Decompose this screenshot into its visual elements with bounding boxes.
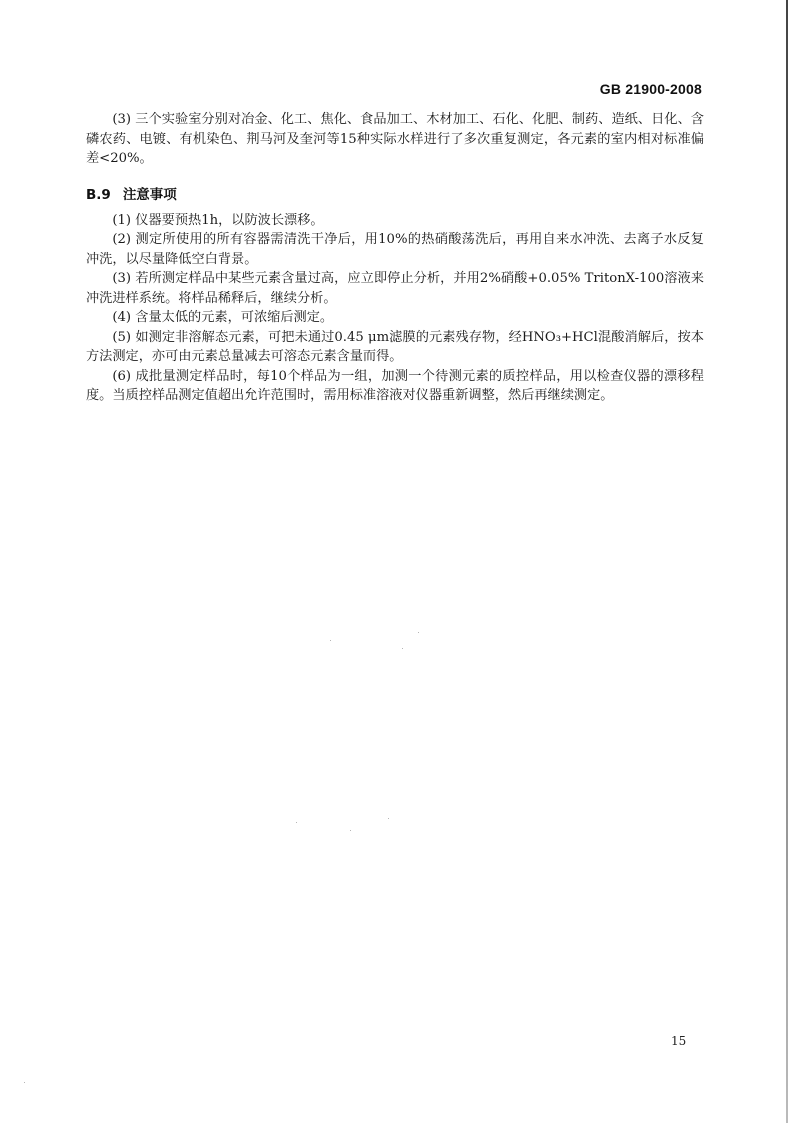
scan-edge-line [786,0,788,1123]
section-number: B.9 [86,186,111,203]
standard-code-header: GB 21900-2008 [599,81,702,97]
body-content [86,110,704,406]
section-heading [86,183,704,203]
list-item: (3) 若所测定样品中某些元素含量过高，应立即停止分析，并用2%硝酸+0.05% TritonX-100溶液来冲洗进样系统。将样品稀释后，继续分析。 [86,271,704,306]
scan-speck [418,632,419,633]
scan-speck [350,830,351,831]
scan-speck [296,822,297,823]
page-number: 15 [671,1034,687,1048]
list-item: (2) 测定所使用的所有容器需清洗干净后，用10%的热硝酸荡洗后，再用自来水冲洗、去离子水反复冲洗，以尽量降低空白背景。 [86,232,704,267]
list-item: (5) 如测定非溶解态元素，可把未通过0.45 μm滤膜的元素残存物，经HNO₃+HCl混酸消解后，按本方法测定，亦可由元素总量减去可溶态元素含量而得。 [86,329,704,364]
scan-speck [402,648,403,649]
list-item: (1) 仪器要预热1h，以防波长漂移。 [112,212,324,228]
scan-speck [24,1082,25,1083]
list-item: (4) 含量太低的元素，可浓缩后测定。 [112,310,334,325]
scan-speck [388,818,389,819]
paragraph-precision-test: (3) 三个实验室分别对冶金、化工、焦化、食品加工、木材加工、石化、化肥、制药、造纸、日化、含磷农药、电镀、有机染色、荆马河及奎河等15种实际水样进行了多次重复测定，各元素的室内相对标准偏差<20%。 [86,112,704,166]
section-title: 注意事项 [122,186,177,202]
list-item: (6) 成批量测定样品时，每10个样品为一组，加测一个待测元素的质控样品，用以检查仪器的漂移程度。当质控样品测定值超出允许范围时，需用标准溶液对仪器重新调整，然后再继续测定。 [86,368,704,403]
scan-speck [330,640,331,641]
